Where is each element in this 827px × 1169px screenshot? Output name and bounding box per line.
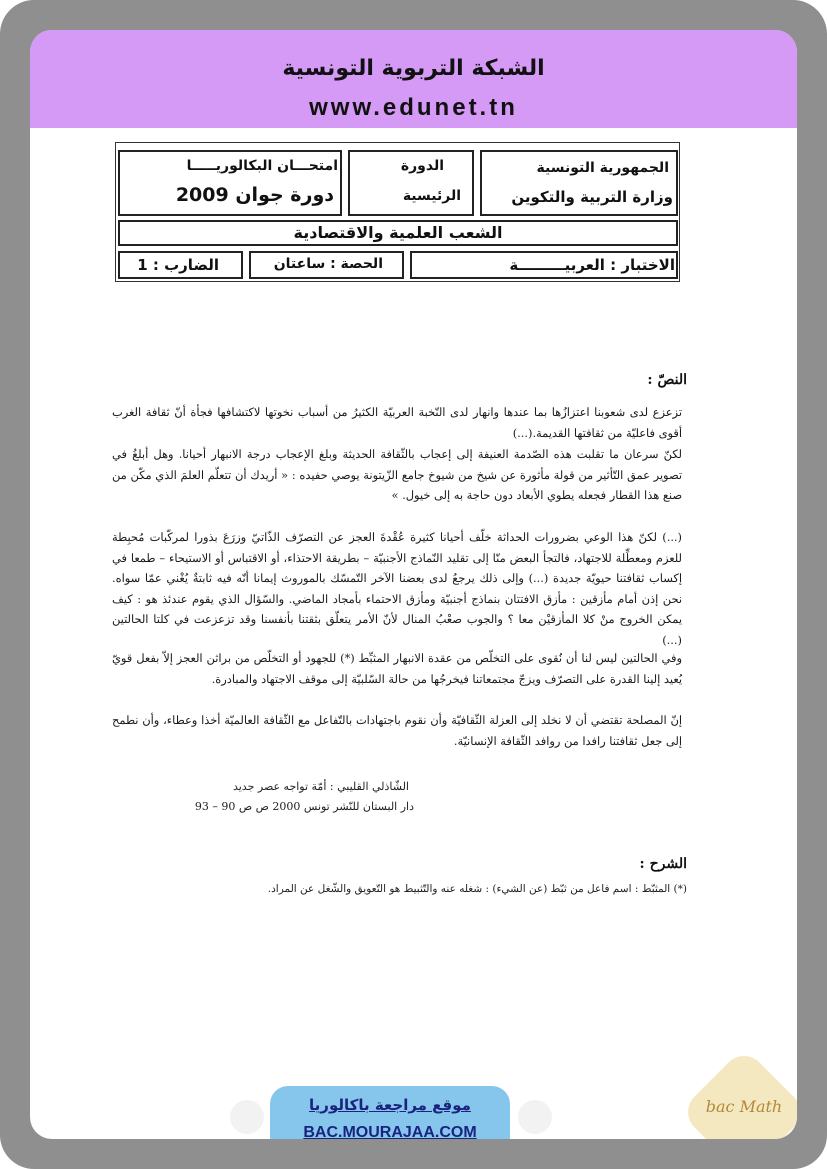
session-line2: الرئيسية [402, 188, 461, 204]
site-logo-icon [518, 1100, 552, 1134]
paragraph-1: تزعزع لدى شعوبنا اعتزازُها بما عندها وانهار لدى النّخبة العربيّة الكثيرُ من أسباب نخوتها لاكتشافها فجأة أنّ ثقافة الغرب أقوى فاعليّة من ثقافتها القديمة.(...) [112, 405, 682, 440]
gloss-text: (*) المثبّط : اسم فاعل من ثبّط (عن الشيء) : شغله عنه والتّثبيط هو التّعويق والشّغل عن المراد. [267, 883, 687, 895]
source-author: الشّاذلي القليبي : أمّة تواجه عصر جديد [232, 780, 409, 793]
banner-url[interactable]: www.edunet.tn [309, 94, 518, 121]
footer-badge[interactable] [270, 1086, 510, 1139]
paragraph-4: وفي الحالتين ليس لنا أن نُقوى على التخلّص من عقدة الانبهار المثبِّط (*) للجهود أو التخلّص من براثن العجز إلاّ بفعل قويّ يُعيد إلينا القدرة على التصرّف ويزجّ مجتمعاتنا فيخرجُها من حالة السّلبيّة إلى موقف الاجتهاد والمبادرة. [112, 651, 682, 686]
paragraph-3: (...) لكنّ هذا الوعي بضرورات الحداثة خلّف أحيانا كثيرة عُقْدةَ العجز عن التصرّف الذّاتيّ وزرَعَ بذورا لمركّبات مُحبِطة للعزم ومعطِّلة للاجتهاد، فالتجأ البعض منّا إلى تقليد النّماذج الأجنبيّة – بطريقة الاحتذاء، أو الاقتباس أو الاستيحاء – طمعا في إكساب ثقافتنا حيويّة جديدة (...) وإلى ذلك يرجعُ لدى بعضنا الآخر التّمسّك بالموروث إيمانا أنّه فيه ثابتةٌ يُغْني عمّا سواه. نحن إذن أمام مأزقين : مأزق الافتتان بنماذج أجنبيّة ومأزق الاحتماء بأمجاد الماضي. والسّؤال الذي يقوم عندئذ هو : كيف يمكن الخروج منْ كلا المأزقيْن معا ؟ والجوب صعْبُ المنال لأنّ الأمر يتعلّق بثقتنا بأنفسنا وقد تزعزعت في كلتا الحالتين (...) [112, 530, 682, 647]
ministry-line2: وزارة التربية والتكوين [511, 188, 673, 206]
paragraph-5: إنّ المصلحة تقتضي أن لا نخلد إلى العزلة الثّقافيّة وأن نقوم باجتهادات بالتّفاعل مع الثّقافة العالميّة أخذا وعطاء، وأن نطمح إلى جعل ثقافتنا رافدا من روافد الثّقافة الإنسانيّة. [112, 713, 682, 748]
source-publisher: دار البستان للنّشر تونس 2000 ص ص 90 – 93 [194, 800, 414, 813]
document-page [30, 30, 797, 1139]
footer-line1[interactable]: موقع مراجعة باكالوريا [309, 1096, 471, 1114]
text-heading: النصّ : [647, 372, 687, 388]
ministry-line1: الجمهورية التونسية [536, 160, 669, 176]
exam-line2: دورة جوان 2009 [175, 184, 334, 206]
site-logo-icon [230, 1100, 264, 1134]
subject: الاختبار : العربيـــــــــة [509, 256, 675, 274]
bacmath-logo-text: bac Math [705, 1097, 783, 1116]
paragraph-2: لكنّ سرعان ما تقلبت هذه الصّدمة العنيفة إلى إعجاب بالثّقافة الحديثة وبلغ الإعجاب درجة الانبهار أحيانا. وهل أبلغُ في تصوير عمق التّأثير من قولة مأثورة عن شيخ من شيوخ جامع الزّيتونة يوصي حفيده : « أريدك أن تتعلّم العلمَ الذي مكّن من صنع هذا القطار فجعله يطوي الأبعاد دون حاجة به إلى خيول. » [112, 447, 682, 502]
gloss-heading: الشرح : [639, 856, 687, 872]
exam-line1: امتحـــان البكالوريـــــا [186, 158, 338, 174]
footer-line2[interactable]: BAC.MOURAJAA.COM [303, 1124, 477, 1139]
section-title: الشعب العلمية والاقتصادية [293, 223, 503, 242]
edunet-banner [30, 30, 797, 128]
bacmath-logo [679, 1047, 797, 1139]
banner-title: الشبكة التربوية التونسية [282, 56, 545, 81]
coefficient: الضارب : 1 [137, 256, 219, 274]
duration: الحصة : ساعتان [273, 256, 383, 272]
session-line1: الدورة [400, 158, 444, 174]
